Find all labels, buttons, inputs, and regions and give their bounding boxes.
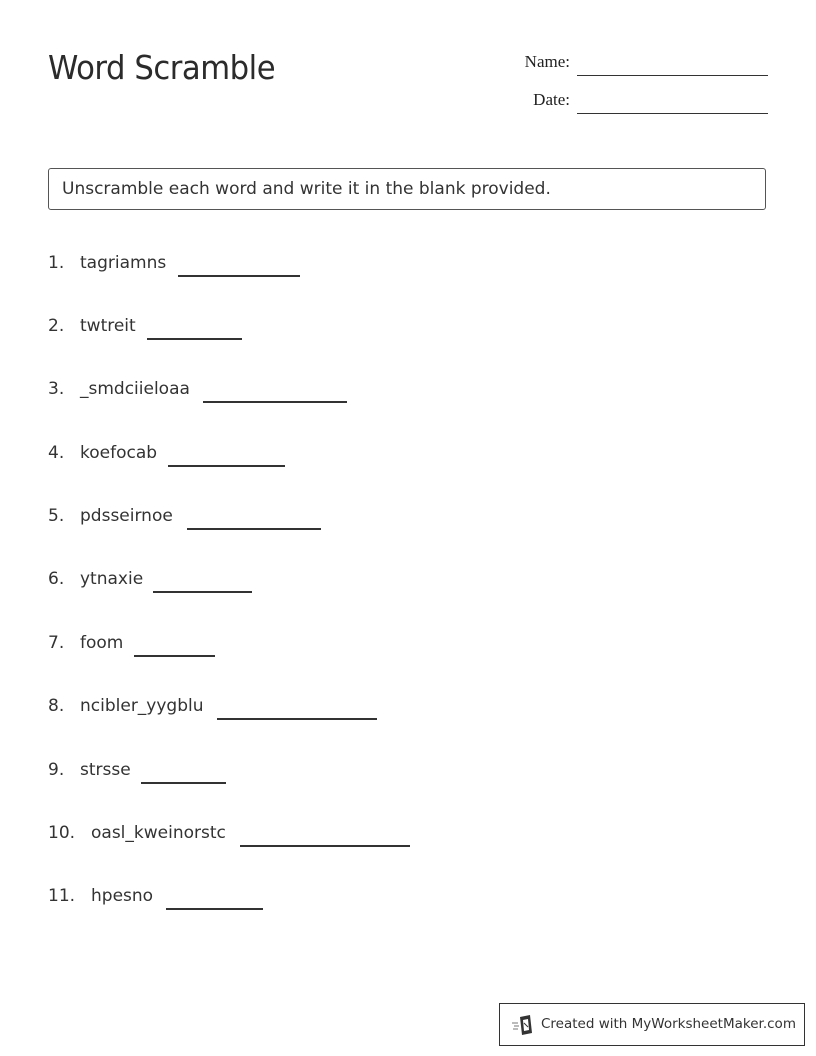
date-blank[interactable] xyxy=(577,113,768,114)
item-number: 1. xyxy=(48,253,65,273)
scrambled-word: pdsseirnoe xyxy=(80,506,173,526)
item-number: 11. xyxy=(48,886,76,906)
item-number: 5. xyxy=(48,506,65,526)
worksheet-maker-logo-icon xyxy=(512,1015,534,1035)
scrambled-word: ncibler_yygblu xyxy=(80,696,204,716)
scrambled-word: ytnaxie xyxy=(80,569,144,589)
answer-blank[interactable] xyxy=(166,908,263,910)
answer-blank[interactable] xyxy=(168,465,285,467)
scrambled-word: hpesno xyxy=(91,886,154,906)
name-label: Name: xyxy=(524,52,570,71)
item-number: 3. xyxy=(48,379,65,399)
date-label: Date: xyxy=(533,90,570,109)
answer-blank[interactable] xyxy=(153,591,252,593)
item-number: 9. xyxy=(48,760,65,780)
answer-blank[interactable] xyxy=(217,718,377,720)
page-title: Word Scramble xyxy=(48,48,276,87)
scrambled-word: strsse xyxy=(80,760,131,780)
scrambled-word: koefocab xyxy=(80,443,158,463)
item-number: 7. xyxy=(48,633,65,653)
answer-blank[interactable] xyxy=(134,655,215,657)
item-number: 8. xyxy=(48,696,65,716)
instructions-box xyxy=(48,168,766,210)
answer-blank[interactable] xyxy=(141,782,226,784)
answer-blank[interactable] xyxy=(240,845,410,847)
scrambled-word: oasl_kweinorstc xyxy=(91,823,226,843)
scrambled-word: _smdciieloaa xyxy=(80,379,190,399)
name-blank[interactable] xyxy=(577,75,768,76)
scrambled-word: foom xyxy=(80,633,124,653)
item-number: 4. xyxy=(48,443,65,463)
item-number: 10. xyxy=(48,823,76,843)
scrambled-word: twtreit xyxy=(80,316,136,336)
item-number: 2. xyxy=(48,316,65,336)
answer-blank[interactable] xyxy=(187,528,321,530)
answer-blank[interactable] xyxy=(178,275,300,277)
answer-blank[interactable] xyxy=(203,401,347,403)
footer-text: Created with MyWorksheetMaker.com xyxy=(541,1016,796,1032)
answer-blank[interactable] xyxy=(147,338,242,340)
instructions-text: Unscramble each word and write it in the blank provided. xyxy=(62,179,551,199)
date-field xyxy=(500,90,768,114)
name-field xyxy=(500,52,768,76)
footer-badge[interactable] xyxy=(499,1003,805,1046)
item-number: 6. xyxy=(48,569,65,589)
scrambled-word: tagriamns xyxy=(80,253,167,273)
